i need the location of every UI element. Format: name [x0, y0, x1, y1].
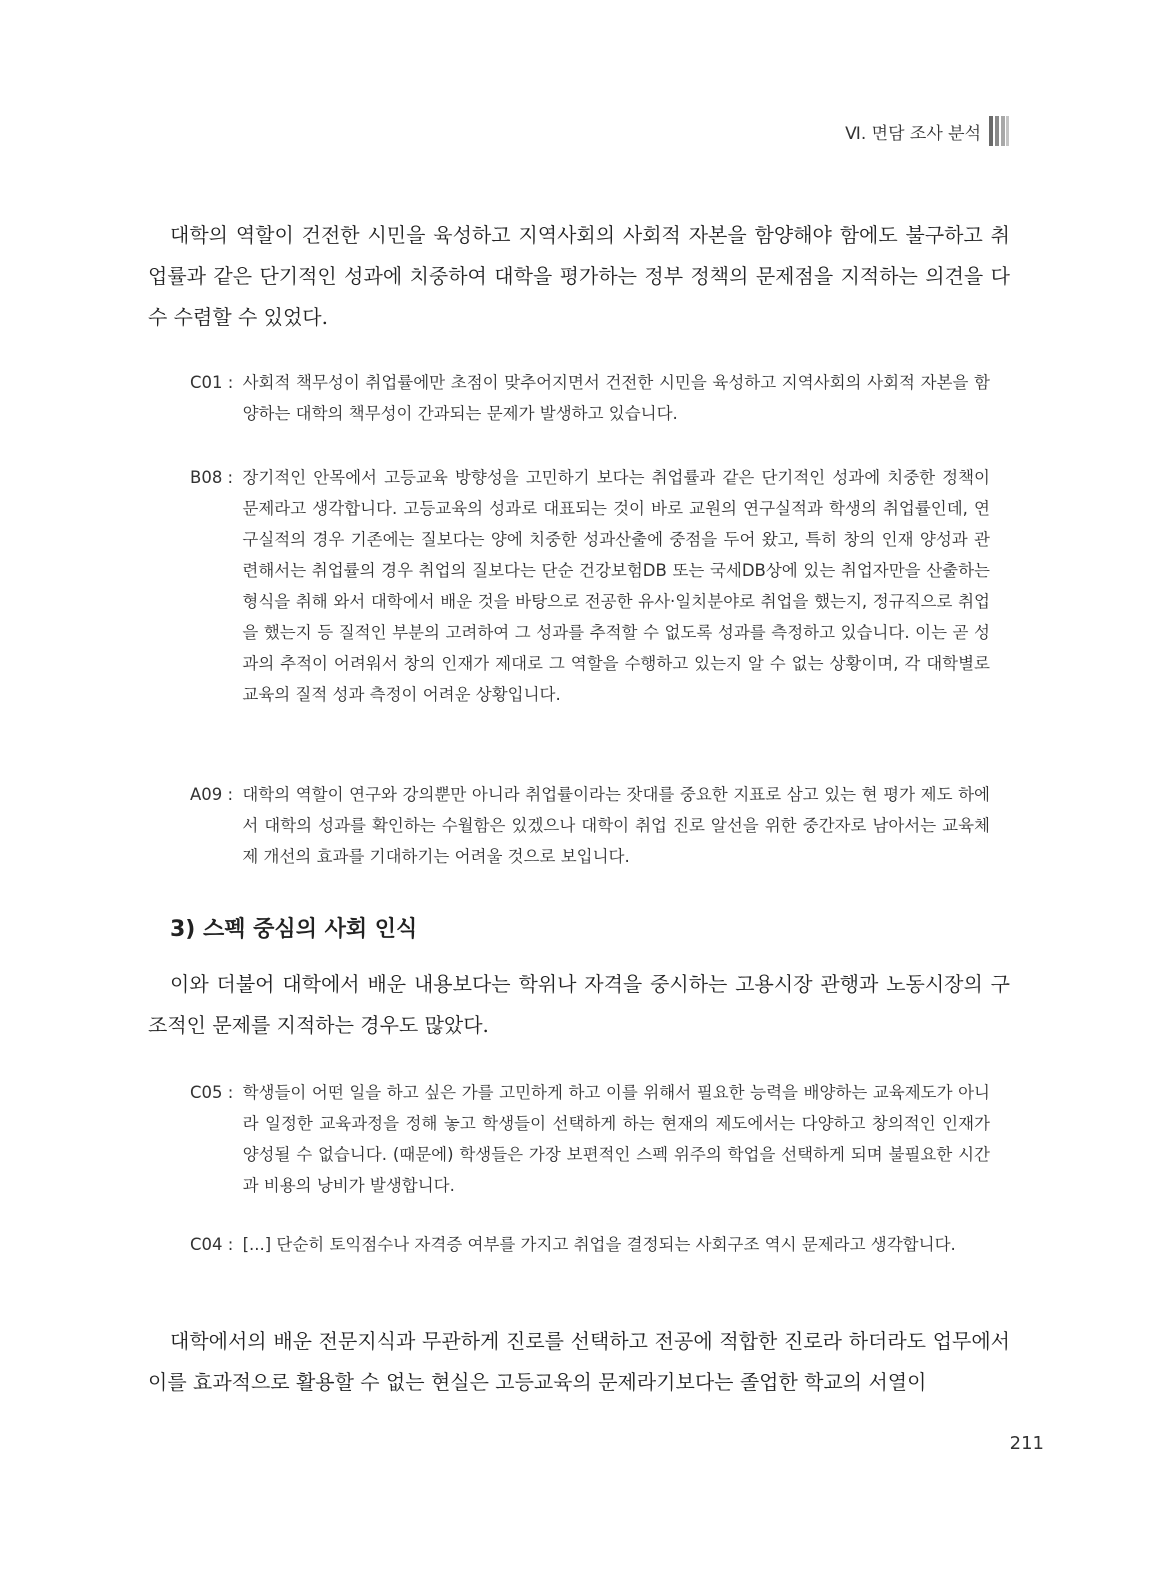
section-heading: 3) 스펙 중심의 사회 인식 — [170, 917, 418, 942]
running-header — [845, 116, 1009, 146]
quote-a09 — [190, 779, 990, 872]
quote-code: C04 : — [190, 1235, 239, 1254]
quote-c04 — [190, 1229, 990, 1260]
chapter-title: Ⅵ. 면담 조사 분석 — [845, 123, 981, 144]
quote-text: 장기적인 안목에서 고등교육 방향성을 고민하기 보다는 취업률과 같은 단기적인 성과에 치중한 정책이 문제라고 생각합니다. 고등교육의 성과로 대표되는 것이 바로 교원의 연구실적과 학생의 취업률인데, 연구실적의 경우 기존에는 질보다는 양에 치중한 성과산출에 중점을 두어 왔고, 특히 창의 인재 양성과 관련해서는 취업률의 경우 취업의 질보다는 단순 건강보험DB 또는 국세DB상에 있는 취업자만을 산출하는 형식을 취해 와서 대학에서 배운 것을 바탕으로 전공한 유사·일치분야로 취업을 했는지, 정규직으로 취업을 했는지 등 질적인 부분의 고려하여 그 성과를 추적할 수 없도록 성과를 측정하고 있습니다. 이는 곧 성과의 추적이 어려워서 창의 인재가 제대로 그 역할을 수행하고 있는지 알 수 없는 상황이며, 각 대학별로 교육의 질적 성과 측정이 어려운 상황입니다. — [242, 468, 991, 704]
quote-code: B08 : — [190, 468, 239, 487]
page-number: 211 — [1009, 1433, 1044, 1454]
header-bar-decoration — [989, 116, 1009, 146]
quote-code: C05 : — [190, 1083, 239, 1102]
quote-text: 대학의 역할이 연구와 강의뿐만 아니라 취업률이라는 잣대를 중요한 지표로 삼고 있는 현 평가 제도 하에서 대학의 성과를 확인하는 수월함은 있겠으나 대학이 취업 진로 알선을 위한 중간자로 남아서는 교육체제 개선의 효과를 기대하기는 어려울 것으로 보입니다. — [242, 785, 990, 866]
quote-text: 학생들이 어떤 일을 하고 싶은 가를 고민하게 하고 이를 위해서 필요한 능력을 배양하는 교육제도가 아니라 일정한 교육과정을 정해 놓고 학생들이 선택하게 하는 현재의 제도에서는 다양하고 창의적인 인재가 양성될 수 없습니다. (때문에) 학생들은 가장 보편적인 스펙 위주의 학업을 선택하게 되며 불필요한 시간과 비용의 낭비가 발생합니다. — [242, 1083, 990, 1195]
body-paragraph-3: 대학에서의 배운 전문지식과 무관하게 진로를 선택하고 전공에 적합한 진로라 하더라도 업무에서 이를 효과적으로 활용할 수 없는 현실은 고등교육의 문제라기보다는 졸업한 학교의 서열이 — [148, 1329, 1010, 1394]
quote-b08 — [190, 462, 990, 710]
quote-code: A09 : — [190, 785, 239, 804]
quote-code: C01 : — [190, 373, 239, 392]
body-paragraph-1: 대학의 역할이 건전한 시민을 육성하고 지역사회의 사회적 자본을 함양해야 함에도 불구하고 취업률과 같은 단기적인 성과에 치중하여 대학을 평가하는 정부 정책의 문제점을 지적하는 의견을 다수 수렴할 수 있었다. — [148, 223, 1010, 329]
quote-c01 — [190, 367, 990, 429]
quote-text: 사회적 책무성이 취업률에만 초점이 맞추어지면서 건전한 시민을 육성하고 지역사회의 사회적 자본을 함양하는 대학의 책무성이 간과되는 문제가 발생하고 있습니다. — [242, 373, 990, 423]
quote-text: [...] 단순히 토익점수나 자격증 여부를 가지고 취업을 결정되는 사회구조 역시 문제라고 생각합니다. — [242, 1235, 956, 1254]
body-paragraph-2: 이와 더불어 대학에서 배운 내용보다는 학위나 자격을 중시하는 고용시장 관행과 노동시장의 구조적인 문제를 지적하는 경우도 많았다. — [148, 972, 1010, 1037]
quote-c05 — [190, 1077, 990, 1201]
